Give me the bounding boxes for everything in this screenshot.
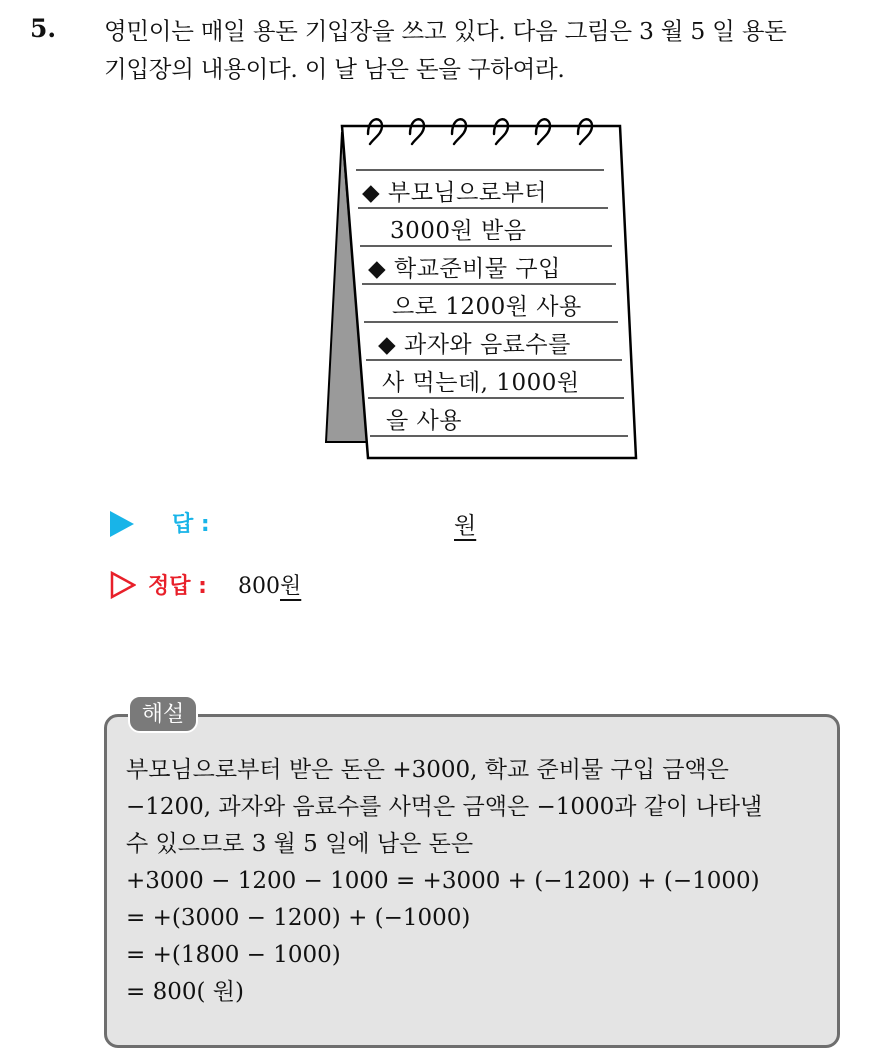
notebook-line: ◆ 과자와 음료수를 [378, 332, 571, 358]
notebook-line: ◆ 학교준비물 구입 [368, 256, 561, 282]
correct-answer-label: 정답 : [148, 574, 207, 599]
answer-triangle-icon [110, 511, 134, 537]
explanation-line: −1200, 과자와 음료수를 사먹은 금액은 −1000과 같이 나타낼 [126, 794, 763, 820]
explanation-line: = +(1800 − 1000) [126, 942, 341, 968]
correct-answer-value [238, 569, 301, 600]
notebook-line: ◆ 부모님으로부터 [362, 180, 548, 206]
question-line: 영민이는 매일 용돈 기입장을 쓰고 있다. 다음 그림은 3 월 5 일 용돈 [104, 17, 787, 45]
notebook-line: 으로 1200원 사용 [392, 294, 582, 320]
notebook-line: 사 먹는데, 1000원 [382, 370, 580, 396]
explanation-line: +3000 − 1200 − 1000 = +3000 + (−1200) + (−1000) [126, 868, 760, 894]
allowance-notebook-illustration [322, 112, 642, 464]
explanation-line: 부모님으로부터 받은 돈은 +3000, 학교 준비물 구입 금액은 [126, 757, 729, 783]
correct-answer-unit: 원 [280, 574, 302, 599]
correct-triangle-icon [110, 571, 136, 599]
explanation-tag: 해설 [128, 695, 198, 733]
notebook-line: 을 사용 [386, 408, 462, 434]
question-line: 기입장의 내용이다. 이 날 남은 돈을 구하여라. [104, 55, 565, 83]
notebook-line: 3000원 받음 [390, 218, 527, 244]
answer-row [110, 505, 610, 545]
correct-answer-number: 800 [238, 574, 280, 599]
explanation-line: = 800( 원) [126, 979, 244, 1005]
answer-unit: 원 [454, 513, 477, 539]
question-number: 5. [30, 14, 57, 43]
correct-answer-row [110, 566, 610, 606]
explanation-text [126, 752, 838, 1011]
explanation-line: 수 있으므로 3 월 5 일에 남은 돈은 [126, 831, 474, 857]
question-text [104, 12, 874, 88]
answer-label: 답 : [172, 512, 210, 537]
explanation-line: = +(3000 − 1200) + (−1000) [126, 905, 471, 931]
